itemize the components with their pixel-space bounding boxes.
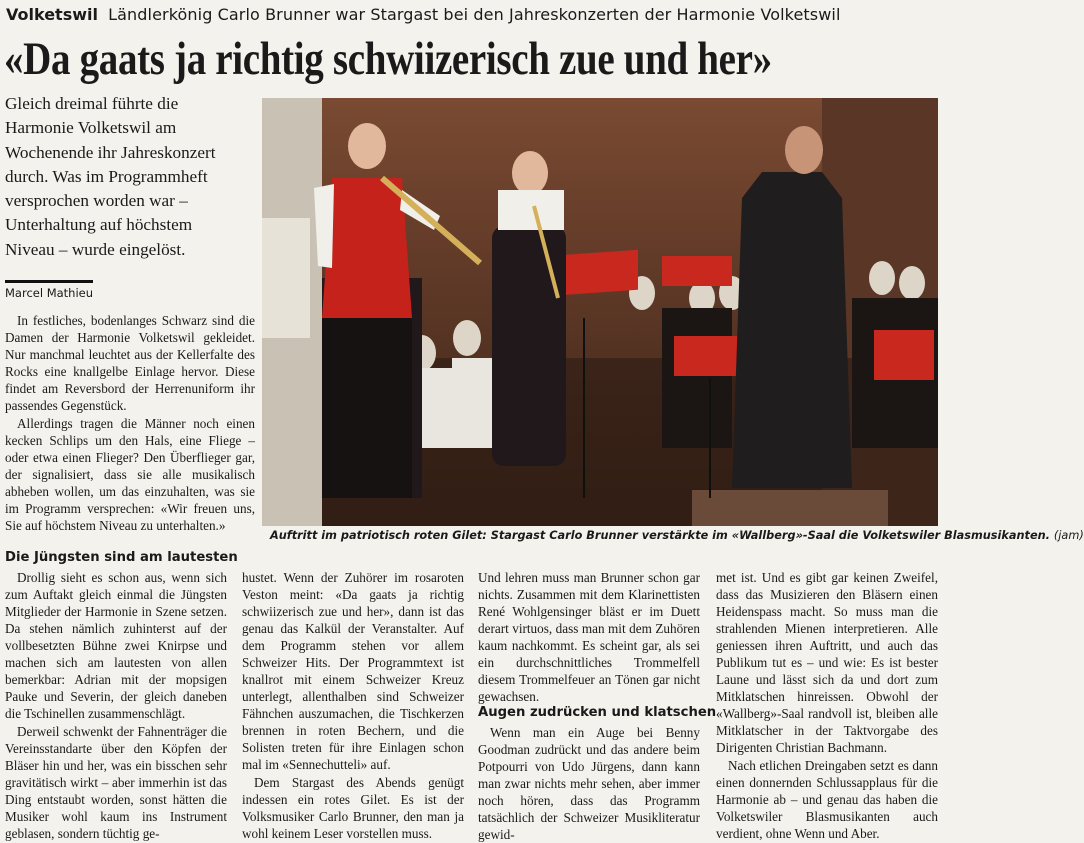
paragraph: Drollig sieht es schon aus, wenn sich zum Auftakt gleich einmal die Jüngsten Mitglieder der Harmonie in Szene setzen. Da stehen nämlich zuhinterst auf der vollbesetzten Bühne zwei Knirpse und machen sich am lautesten von allen bemerkbar: Adrian mit der mopsigen Pauke und Severin, der gleich daneben die Tschinellen zusammenschlägt.: [5, 570, 227, 721]
caption-text: Auftritt im patriotisch roten Gilet: Stargast Carlo Brunner verstärkte im «Wallberg»-Saal die Volketswiler Blasmusikanten.: [270, 529, 1050, 542]
paragraph: met ist. Und es gibt gar keinen Zweifel, dass das Musizieren den Bläsern einen Heidenspass macht. So muss man die strahlenden Mienen interpretieren. Alle geniessen ihren Auftritt, und auch das Publikum tut es – und wie: Es ist bester Laune und lässt sich da und dort zum Mitklatschen hinreissen. Obwohl der «Wallberg»-Saal randvoll ist, bleiben alle Mitklatscher in der Taktvorgabe des Dirigenten Christian Bachmann.: [716, 570, 938, 755]
kicker-text: Ländlerkönig Carlo Brunner war Stargast bei den Jahreskonzerten der Harmonie Volketswil: [108, 5, 841, 24]
column-3: [478, 569, 700, 705]
column-4: [716, 569, 938, 842]
paragraph: Allerdings tragen die Männer noch einen kecken Schlips um den Hals, eine Fliege – oder etwa einen Flieger? Den Überflieger gar, der signalisiert, dass sie alle musikalisch abheben wollen, um das einzuhalten, was sie im Programm versprechen: «Wir freuen uns, Sie auf höchstem Niveau zu unterhalten.»: [5, 416, 255, 533]
article-kicker: [6, 4, 938, 26]
concert-photo-illustration: [262, 98, 938, 526]
lead-line: Gleich dreimal führte die: [5, 94, 179, 113]
column-1-bottom: [5, 569, 227, 842]
lead-paragraph: [5, 92, 255, 262]
subheading: Die Jüngsten sind am lautesten: [5, 550, 238, 565]
author-byline: Marcel Mathieu: [5, 286, 94, 300]
paragraph: Und lehren muss man Brunner schon gar nichts. Zusammen mit dem Klarinettisten René Wohlgensinger bläst er im Duett derart virtuos, dass man mit dem Zuhören kaum nachkommt. Es scheint gar, als sei ein durchschnittliches Trommelfell diesem Trommelfeuer an Tönen gar nicht gewachsen.: [478, 570, 700, 704]
concert-photo: [262, 98, 938, 526]
column-2: [242, 569, 464, 842]
lead-line: Harmonie Volketswil am: [5, 118, 177, 138]
lead-line: Niveau – wurde eingelöst.: [5, 239, 186, 259]
column-3-bottom: [478, 724, 700, 843]
lead-line: versprochen worden war –: [5, 191, 188, 211]
paragraph: Nach etlichen Dreingaben setzt es dann einen donnernden Schlussapplaus für die Harmonie ab – und genau das haben die Volketswiler Blasmusikanten auch verdient, ohne Wenn und Aber.: [716, 758, 938, 841]
paragraph: hustet. Wenn der Zuhörer im rosaroten Veston meint: «Da gaats ja richtig schwiizerisch zue und her», dann ist das genau das Kalkül der Veranstalter. Auf dem Programm stehen vor allem Schweizer Hits. Der Programmtext ist knallrot mit einem Schweizer Kreuz unterlegt, allenthalben sind Schweizer Fähnchen auszumachen, die Tischkerzen brennen in roten Bechern, und die Solisten treten für ihre Einlagen schon mal im «Sennechutteli» auf.: [242, 570, 464, 772]
paragraph: Dem Stargast des Abends genügt indessen ein rotes Gilet. Es ist der Volksmusiker Carlo Brunner, den man ja wohl keinem Leser vorstellen muss.: [242, 775, 464, 841]
headline: «Da gaats ja richtig schwiizerisch zue und her»: [4, 33, 772, 85]
lead-line: Wochenende ihr Jahreskonzert: [5, 142, 216, 162]
author-rule: [5, 280, 93, 283]
paragraph: In festliches, bodenlanges Schwarz sind die Damen der Harmonie Volketswil gekleidet. Nur manchmal leuchtet aus der Kellerfalte des Rocks eine knallgelbe Einlage hervor. Diese findet am Reversbord der Herrenuniform ihr passendes Gegenstück.: [5, 313, 255, 413]
photo-credit: (jam): [1053, 529, 1084, 542]
column-1-top: [5, 312, 255, 534]
subheading: Augen zudrücken und klatschen: [478, 705, 717, 720]
photo-caption: [270, 528, 1084, 544]
paragraph: Derweil schwenkt der Fahnenträger die Vereinsstandarte über den Köpfen der Bläser hin und her, was ein bisschen sehr gravitätisch wirkt – aber immerhin ist das Ding entstaubt worden, sonst hätten die Musiker wohl kaum ins Instrument geblasen, sondern tüchtig ge-: [5, 724, 227, 841]
kicker-location: Volketswil: [6, 5, 98, 24]
paragraph: Wenn man ein Auge bei Benny Goodman zudrückt und das andere beim Potpourri von Udo Jürgens, dann kann man zwar nichts mehr sehen, aber immer noch hören, dass das Programm tatsächlich der Schweizer Musikliteratur gewid-: [478, 725, 700, 842]
lead-line: Unterhaltung auf höchstem: [5, 215, 193, 235]
lead-line: durch. Was im Programmheft: [5, 166, 208, 186]
